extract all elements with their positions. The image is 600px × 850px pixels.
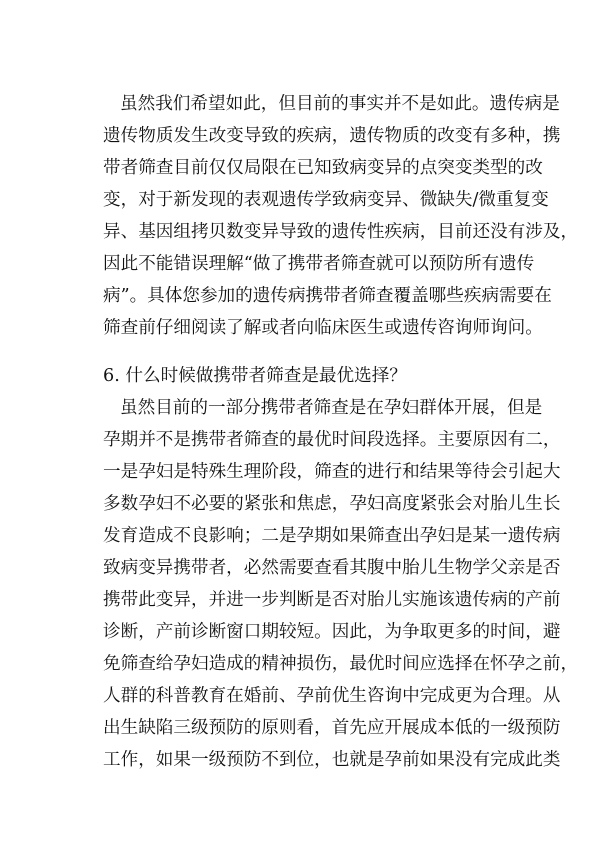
paragraph-2-line: 多数孕妇不必要的紧张和焦虑，孕妇高度紧张会对胎儿生长 xyxy=(103,494,561,514)
paragraph-2-line: 出生缺陷三级预防的原则看，首先应开展成本低的一级预防 xyxy=(103,718,561,738)
paragraph-2-line: 诊断，产前诊断窗口期较短。因此，为争取更多的时间，避 xyxy=(103,622,561,642)
paragraph-2-line: 工作，如果一级预防不到位，也就是孕前如果没有完成此类 xyxy=(103,750,561,770)
paragraph-1-line: 带者筛查目前仅仅局限在已知致病变异的点突变类型的改 xyxy=(103,158,543,178)
paragraph-2-line: 人群的科普教育在婚前、孕前优生咨询中完成更为合理。从 xyxy=(103,686,561,706)
paragraph-1-line: 变，对于新发现的表观遗传学致病变异、微缺失/微重复变 xyxy=(103,190,549,210)
paragraph-2-line: 一是孕妇是特殊生理阶段，筛查的进行和结果等待会引起大 xyxy=(103,462,561,482)
section-heading: 6. 什么时候做携带者筛查是最优选择？ xyxy=(103,366,407,386)
paragraph-1-line: 遗传物质发生改变导致的疾病，遗传物质的改变有多种，携 xyxy=(103,126,561,146)
paragraph-1-line: 病”。具体您参加的遗传病携带者筛查覆盖哪些疾病需要在 xyxy=(103,286,552,306)
paragraph-2-line: 孕期并不是携带者筛查的最优时间段选择。主要原因有二， xyxy=(103,430,561,450)
paragraph-2-line: 免筛查给孕妇造成的精神损伤，最优时间应选择在怀孕之前， xyxy=(103,654,579,674)
paragraph-1-line: 异、基因组拷贝数变异导致的遗传性疾病，目前还没有涉及， xyxy=(103,222,579,242)
paragraph-2-line: 发育造成不良影响；二是孕期如果筛查出孕妇是某一遗传病 xyxy=(103,526,561,546)
paragraph-2-line: 致病变异携带者，必然需要查看其腹中胎儿生物学父亲是否 xyxy=(103,558,561,578)
paragraph-2-line: 携带此变异，并进一步判断是否对胎儿实施该遗传病的产前 xyxy=(103,590,561,610)
paragraph-2-line: 虽然目前的一部分携带者筛查是在孕妇群体开展，但是 xyxy=(120,398,543,418)
paragraph-1-line: 虽然我们希望如此，但目前的事实并不是如此。遗传病是 xyxy=(120,94,560,114)
paragraph-1-line: 因此不能错误理解“做了携带者筛查就可以预防所有遗传 xyxy=(103,254,535,274)
paragraph-1-line: 筛查前仔细阅读了解或者向临床医生或遗传咨询师询问。 xyxy=(103,318,543,338)
